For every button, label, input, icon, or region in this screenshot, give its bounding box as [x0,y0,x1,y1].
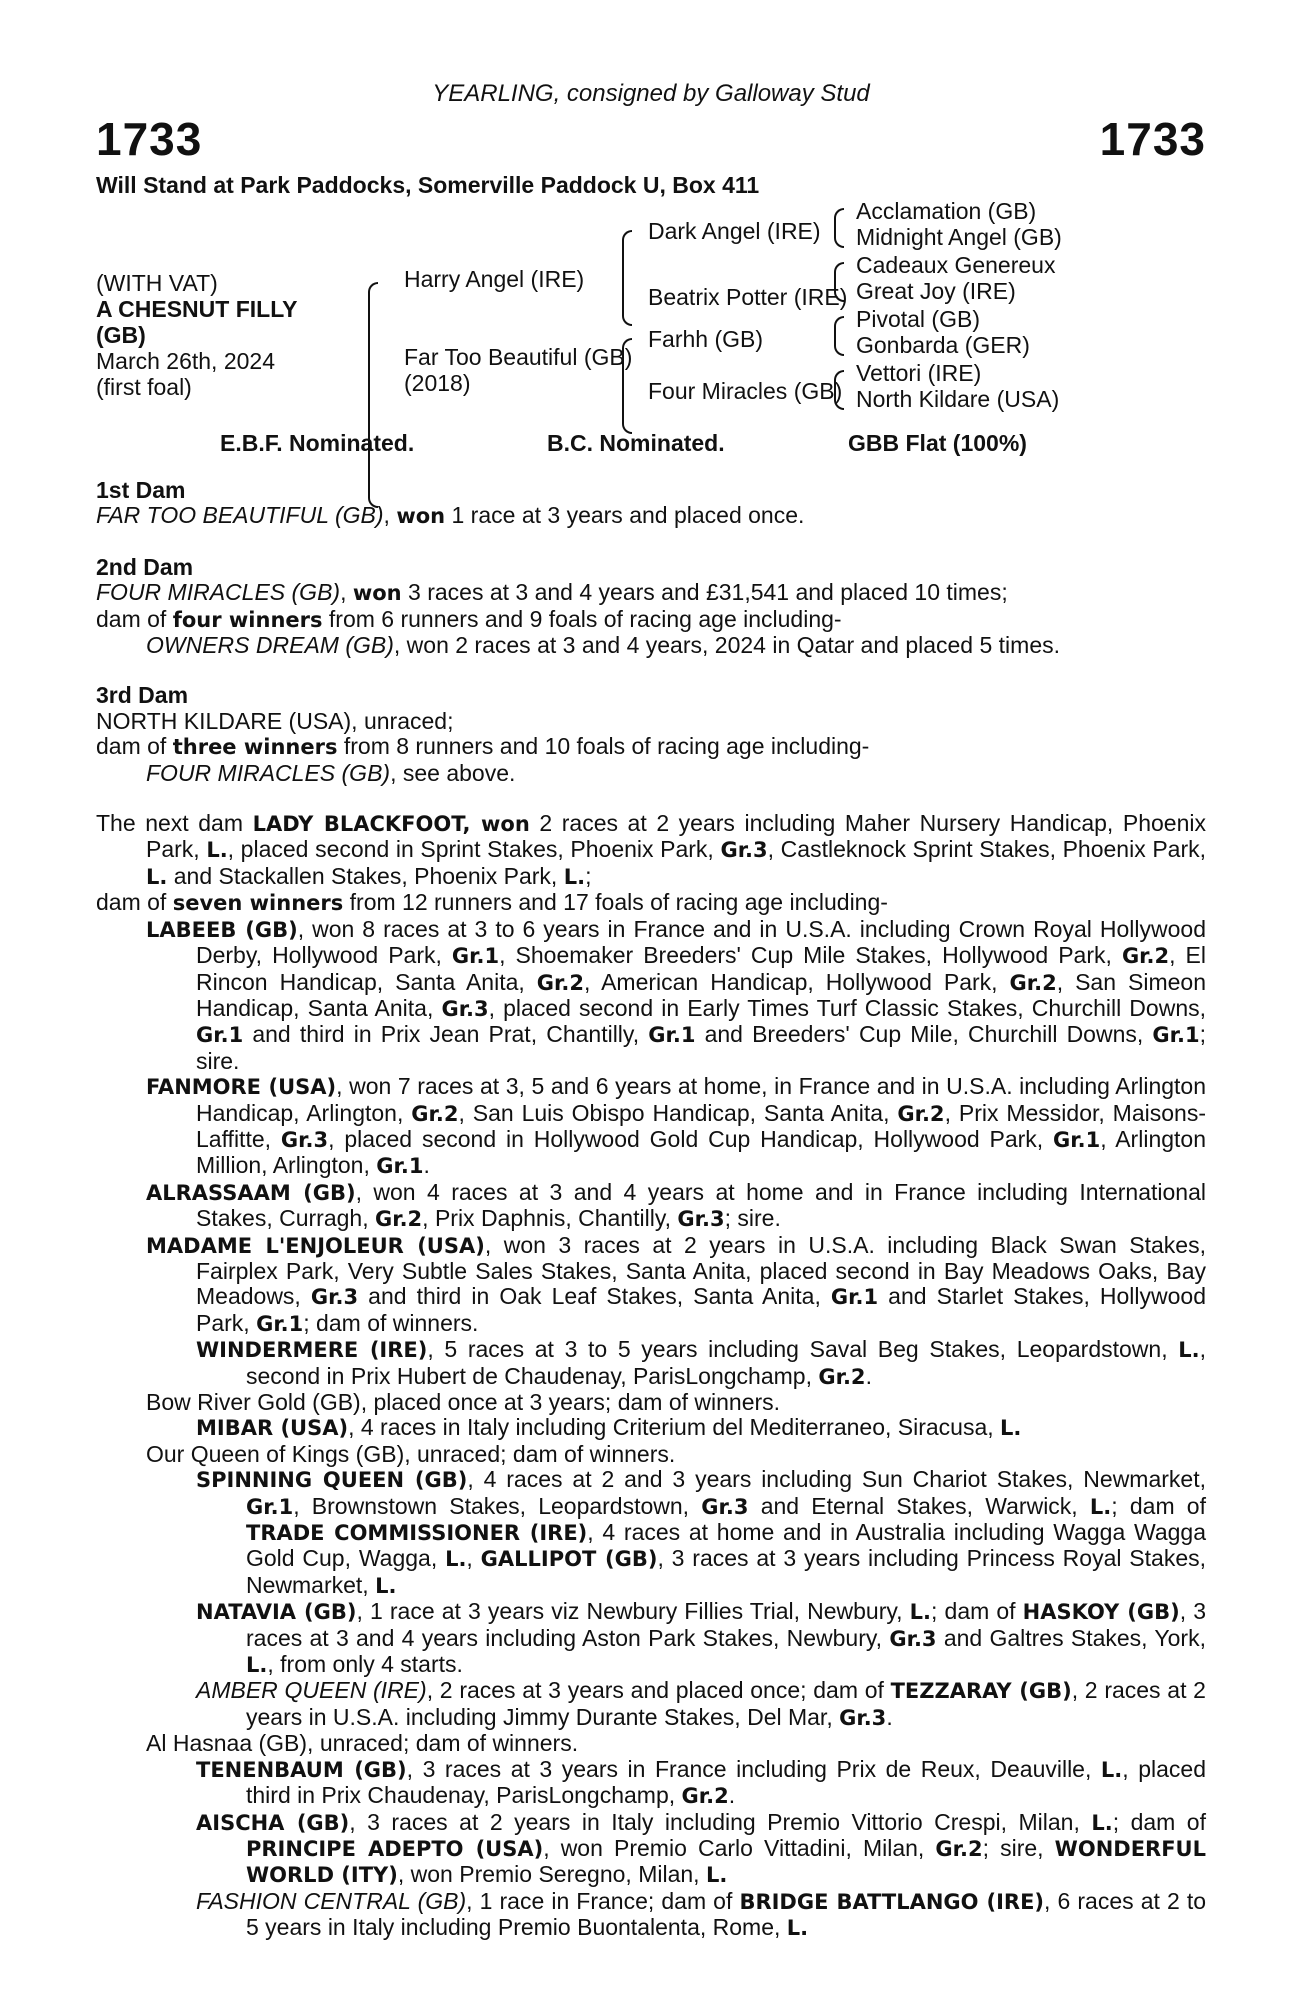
consignor-line: YEARLING, consigned by Galloway Stud [432,80,870,107]
vat-note: (WITH VAT) [96,270,218,296]
progeny-bow-river-gold: Bow River Gold (GB), placed once at 3 years; dam of winners. [146,1389,781,1415]
lot-number-left: 1733 [96,113,203,165]
second-dam-progeny: OWNERS DREAM (GB), won 2 races at 3 and 4 years, 2024 in Qatar and placed 5 times. [146,632,1061,659]
sdd: Great Joy (IRE) [856,278,1016,304]
brace-ss [834,208,844,248]
brace-sd [834,262,844,302]
progeny-aischa: AISCHA (GB), 3 races at 2 years in Italy including Premio Vittorio Crespi, Milan, L.; dam of PRINCIPE ADEPTO (USA), won Premio Carlo Vittadini, Milan, Gr.2; sire, WONDERFUL WORLD (ITY), won Premio Seregno, Milan, L. [196,1808,1206,1888]
next-dam-line: The next dam LADY BLACKFOOT, won 2 races at 2 years including Maher Nursery Handicap, Phoenix Park, L., placed second in Sprint Stakes, Phoenix Park, Gr.3, Castleknock Sprint Stakes, Phoenix Park, L. and Stackallen Stakes, Phoenix Park, L.; [96,810,1207,889]
dam-year: (2018) [404,370,471,396]
dds: Vettori (IRE) [856,360,982,386]
lot-number-right: 1733 [1099,113,1206,165]
dss: Pivotal (GB) [856,306,980,332]
second-dam-heading: 2nd Dam [96,553,194,580]
third-dam-heading: 3rd Dam [96,682,189,709]
progeny-madame-lenjoleur: MADAME L'ENJOLEUR (USA), won 3 races at 2 years in U.S.A. including Black Swan Stakes, Fairplex Park, Very Subtle Sales Stakes, Santa Anita, placed second in Bay Meadows Oaks, Bay Meadows, Gr.3 and third in Oak Leaf Stakes, Santa Anita, Gr.1 and Starlet Stakes, Hollywood Park, Gr.1; dam of winners. [146,1231,1207,1336]
progeny-mibar: MIBAR (USA), 4 races in Italy including Criterium del Mediterraneo, Siracusa, L. [196,1414,1022,1441]
dsd: Gonbarda (GER) [856,332,1030,358]
third-dam-produce: dam of three winners from 8 runners and 10 foals of racing age including- [96,733,870,760]
progeny-fashion-central: FASHION CENTRAL (GB), 1 race in France; dam of BRIDGE BATTLANGO (IRE), 6 races at 2 to 5 years in Italy including Premio Buontalenta, Rome, L. [196,1887,1206,1941]
first-dam-line: FAR TOO BEAUTIFUL (GB), won 1 race at 3 years and placed once. [96,502,805,529]
progeny-fanmore: FANMORE (USA), won 7 races at 3, 5 and 6 years at home, in France and in U.S.A. including Arlington Handicap, Arlington, Gr.2, San Luis Obispo Handicap, Santa Anita, Gr.2, Prix Messidor, Maisons-Laffitte, Gr.3, placed second in Hollywood Gold Cup Handicap, Hollywood Park, Gr.1, Arlington Million, Arlington, Gr.1. [146,1073,1206,1179]
progeny-spinning-queen: SPINNING QUEEN (GB), 4 races at 2 and 3 years including Sun Chariot Stakes, Newmarket, Gr.1, Brownstown Stakes, Leopardstown, Gr.3 and Eternal Stakes, Warwick, L.; dam of TRADE COMMISSIONER (IRE), 4 races at home and in Australia including Wagga Wagga Gold Cup, Wagga, L., GALLIPOT (GB), 3 races at 3 years including Princess Royal Stakes, Newmarket, L. [196,1466,1207,1598]
dam-dam: Four Miracles (GB) [648,378,843,404]
pedigree-brace [368,282,378,508]
first-dam-heading: 1st Dam [96,477,186,503]
second-dam-section [96,555,1206,659]
ssd: Midnight Angel (GB) [856,224,1062,250]
sss: Acclamation (GB) [856,198,1037,224]
bc-nomination: B.C. Nominated. [547,430,725,456]
third-dam-section [96,683,1206,786]
dam: Far Too Beautiful (GB) [404,344,633,370]
pedigree-table [96,198,1206,504]
progeny-windermere: WINDERMERE (IRE), 5 races at 3 to 5 years including Saval Beg Stakes, Leopardstown, L., second in Prix Hubert de Chaudenay, ParisLongchamp, Gr.2. [196,1336,1207,1389]
foal-note: (first foal) [96,374,192,400]
sire: Harry Angel (IRE) [404,266,585,292]
progeny-natavia: NATAVIA (GB), 1 race at 3 years viz Newbury Fillies Trial, Newbury, L.; dam of HASKOY (GB), 3 races at 3 and 4 years including Aston Park Stakes, Newbury, Gr.3 and Galtres Stakes, York, L., from only 4 starts. [196,1598,1207,1678]
foaling-date: March 26th, 2024 [96,348,276,374]
sds: Cadeaux Genereux [856,252,1056,278]
first-dam-section [96,478,1206,530]
second-dam-produce: dam of four winners from 6 runners and 9 foals of racing age including- [96,605,842,632]
lot-country: (GB) [96,322,146,348]
progeny-tenenbaum: TENENBAUM (GB), 3 races at 3 years in France including Prix de Reux, Deauville, L., placed third in Prix Chaudenay, ParisLongchamp, Gr.2. [196,1755,1206,1809]
gbb-flat: GBB Flat (100%) [848,430,1027,456]
lot-title: A CHESNUT FILLY [96,296,298,322]
third-dam-progeny: FOUR MIRACLES (GB), see above. [146,759,516,786]
sire-brace [622,230,632,326]
brace-ds [834,316,844,356]
sire-dam: Beatrix Potter (IRE) [648,284,848,310]
brace-dd [834,370,844,410]
next-dam-produce: dam of seven winners from 12 runners and 17 foals of racing age including- [96,889,888,916]
ebf-nomination: E.B.F. Nominated. [220,430,415,456]
sire-sire: Dark Angel (IRE) [648,218,821,244]
progeny-alrassaam: ALRASSAAM (GB), won 4 races at 3 and 4 years at home and in France including International Stakes, Curragh, Gr.2, Prix Daphnis, Chantilly, Gr.3; sire. [146,1178,1206,1232]
next-dam-section [96,811,1206,1941]
progeny-amber-queen: AMBER QUEEN (IRE), 2 races at 3 years and placed once; dam of TEZZARAY (GB), 2 races at 2 years in U.S.A. including Jimmy Durante Stakes, Del Mar, Gr.3. [196,1677,1206,1730]
stand-location: Will Stand at Park Paddocks, Somerville Paddock U, Box 411 [96,172,760,198]
dam-sire: Farhh (GB) [648,326,764,352]
dam-brace [622,338,632,434]
progeny-our-queen-of-kings: Our Queen of Kings (GB), unraced; dam of winners. [146,1440,676,1467]
dam-lines [96,478,1206,1942]
progeny-al-hasnaa: Al Hasnaa (GB), unraced; dam of winners. [146,1730,579,1757]
ddd: North Kildare (USA) [856,386,1060,412]
second-dam-line: FOUR MIRACLES (GB), won 3 races at 3 and 4 years and £31,541 and placed 10 times; [96,579,1008,606]
third-dam-line: NORTH KILDARE (USA), unraced; [96,707,454,734]
progeny-labeeb: LABEEB (GB), won 8 races at 3 to 6 years in France and in U.S.A. including Crown Royal Hollywood Derby, Hollywood Park, Gr.1, Shoemaker Breeders' Cup Mile Stakes, Hollywood Park, Gr.2, El Rincon Handicap, Santa Anita, Gr.2, American Handicap, Hollywood Park, Gr.2, San Simeon Handicap, Santa Anita, Gr.3, placed second in Early Times Turf Classic Stakes, Churchill Downs, Gr.1 and third in Prix Jean Prat, Chantilly, Gr.1 and Breeders' Cup Mile, Churchill Downs, Gr.1; sire. [146,915,1207,1074]
